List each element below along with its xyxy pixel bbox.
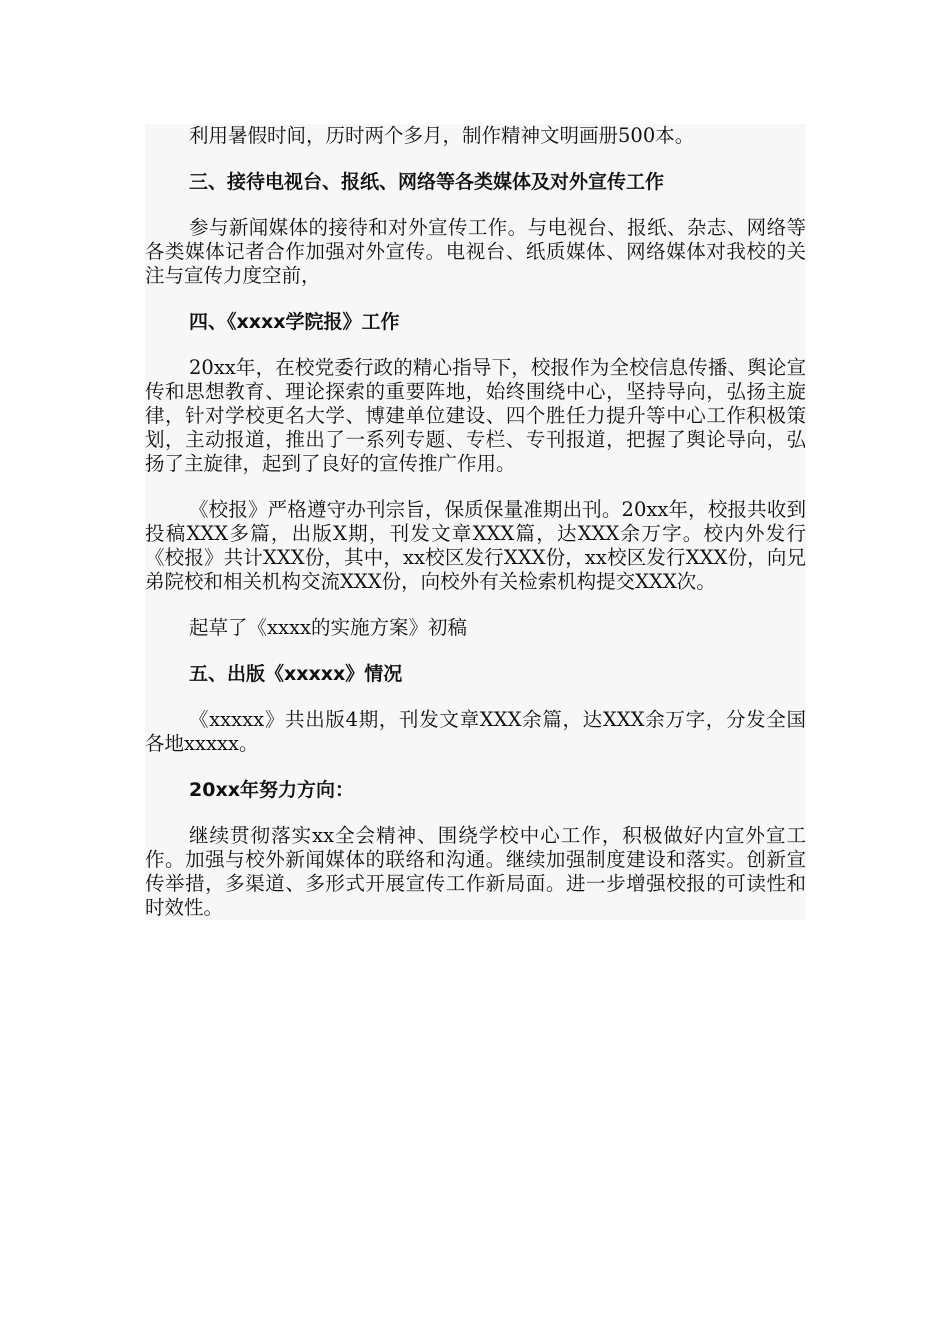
document-body xyxy=(145,124,806,920)
heading-section-5: 五、出版《xxxxx》情况 xyxy=(189,663,403,685)
heading-section-4: 四、《xxxx学院报》工作 xyxy=(189,311,400,333)
paragraph-intro: 利用暑假时间，历时两个多月，制作精神文明画册500本。 xyxy=(189,124,695,147)
paragraph-section-5: 《xxxxx》共出版4期，刊发文章XXX余篇，达XXX余万字，分发全国各地xxxxx。 xyxy=(145,708,806,755)
paragraph-section-4a: 20xx年，在校党委行政的精心指导下，校报作为全校信息传播、舆论宣传和思想教育、理论探索的重要阵地，始终围绕中心，坚持导向，弘扬主旋律，针对学校更名大学、博建单位建设、四个胜任力提升等中心工作积极策划，主动报道，推出了一系列专题、专栏、专刊报道，把握了舆论导向，弘扬了主旋律，起到了良好的宣传推广作用。 xyxy=(145,356,806,475)
paragraph-future-direction: 继续贯彻落实xx全会精神、围绕学校中心工作，积极做好内宣外宣工作。加强与校外新闻媒体的联络和沟通。继续加强制度建设和落实。创新宣传举措，多渠道、多形式开展宣传工作新局面。进一步增强校报的可读性和时效性。 xyxy=(145,824,806,919)
heading-future-direction: 20xx年努力方向： xyxy=(189,779,354,801)
paragraph-section-4b: 《校报》严格遵守办刊宗旨，保质保量准期出刊。20xx年，校报共收到投稿XXX多篇，出版X期，刊发文章XXX篇，达XXX余万字。校内外发行《校报》共计XXX份，其中，xx校区发行XXX份，xx校区发行XXX份，向兄弟院校和相关机构交流XXX份，向校外有关检索机构提交XXX次。 xyxy=(145,498,806,593)
heading-section-3: 三、接待电视台、报纸、网络等各类媒体及对外宣传工作 xyxy=(189,171,665,193)
paragraph-section-3: 参与新闻媒体的接待和对外宣传工作。与电视台、报纸、杂志、网络等各类媒体记者合作加强对外宣传。电视台、纸质媒体、网络媒体对我校的关注与宣传力度空前， xyxy=(145,216,806,287)
paragraph-section-4c: 起草了《xxxx的实施方案》初稿 xyxy=(189,616,467,639)
